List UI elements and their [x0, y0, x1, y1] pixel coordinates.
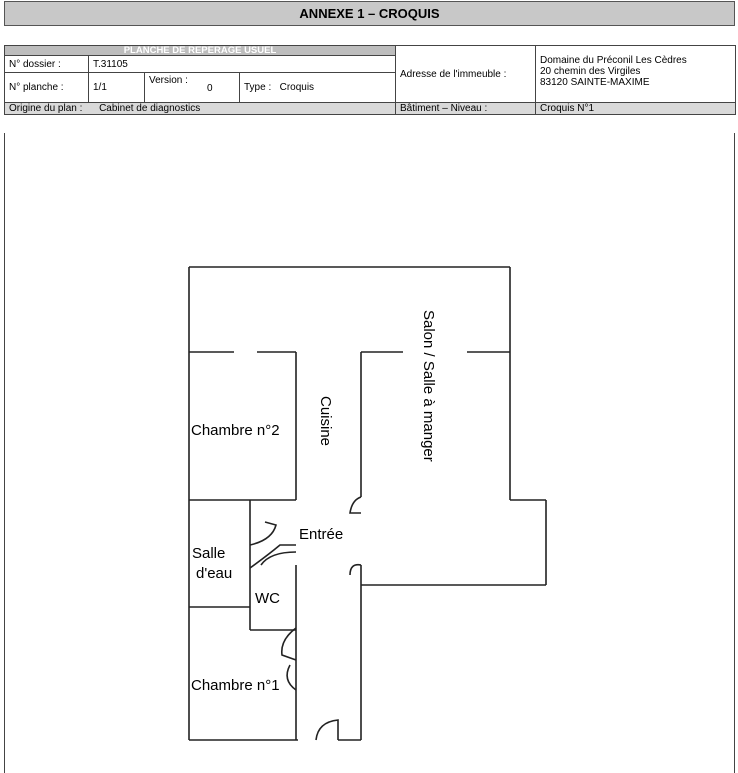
dossier-label: N° dossier : — [5, 56, 89, 73]
room-label-entree: Entrée — [299, 526, 344, 543]
type-label: Type : — [244, 82, 272, 93]
batiment-label: Bâtiment – Niveau : — [396, 103, 536, 115]
annex-title: ANNEXE 1 – CROQUIS — [299, 6, 440, 21]
dossier-value: T.31105 — [89, 56, 396, 73]
batiment-value: Croquis N°1 — [536, 103, 736, 115]
room-label-salle-eau-1: Salle — [192, 545, 226, 562]
room-label-wc: WC — [255, 590, 280, 607]
form-band: PLANCHE DE REPERAGE USUEL — [5, 46, 396, 56]
room-label-chambre-1: Chambre n°1 — [191, 677, 280, 694]
adresse-line-2: 20 chemin des Virgiles — [540, 66, 641, 77]
room-label-cuisine: Cuisine — [317, 396, 334, 447]
door-arc — [250, 522, 276, 545]
origine-label: Origine du plan : — [9, 103, 83, 114]
room-label-chambre-2: Chambre n°2 — [191, 422, 280, 439]
room-label-salon: Salon / Salle à manger — [420, 310, 437, 462]
adresse-line-1: Domaine du Préconil Les Cèdres — [540, 55, 687, 66]
room-label-salle-eau-2: d'eau — [196, 565, 233, 582]
planche-label: N° planche : — [5, 73, 89, 103]
door-arc — [282, 628, 296, 660]
door-arc — [350, 565, 361, 575]
door-arc — [287, 665, 296, 690]
version-value: 0 — [207, 83, 213, 94]
door-arc — [261, 552, 296, 565]
adresse-line-3: 83120 SAINTE-MAXIME — [540, 77, 650, 88]
version-label: Version : — [149, 75, 188, 86]
door-arc — [350, 497, 361, 513]
adresse-label: Adresse de l'immeuble : — [396, 46, 536, 103]
door-arc — [316, 720, 338, 740]
origine-value: Cabinet de diagnostics — [99, 103, 201, 114]
type-value: Croquis — [279, 82, 315, 93]
planche-value: 1/1 — [89, 73, 145, 103]
